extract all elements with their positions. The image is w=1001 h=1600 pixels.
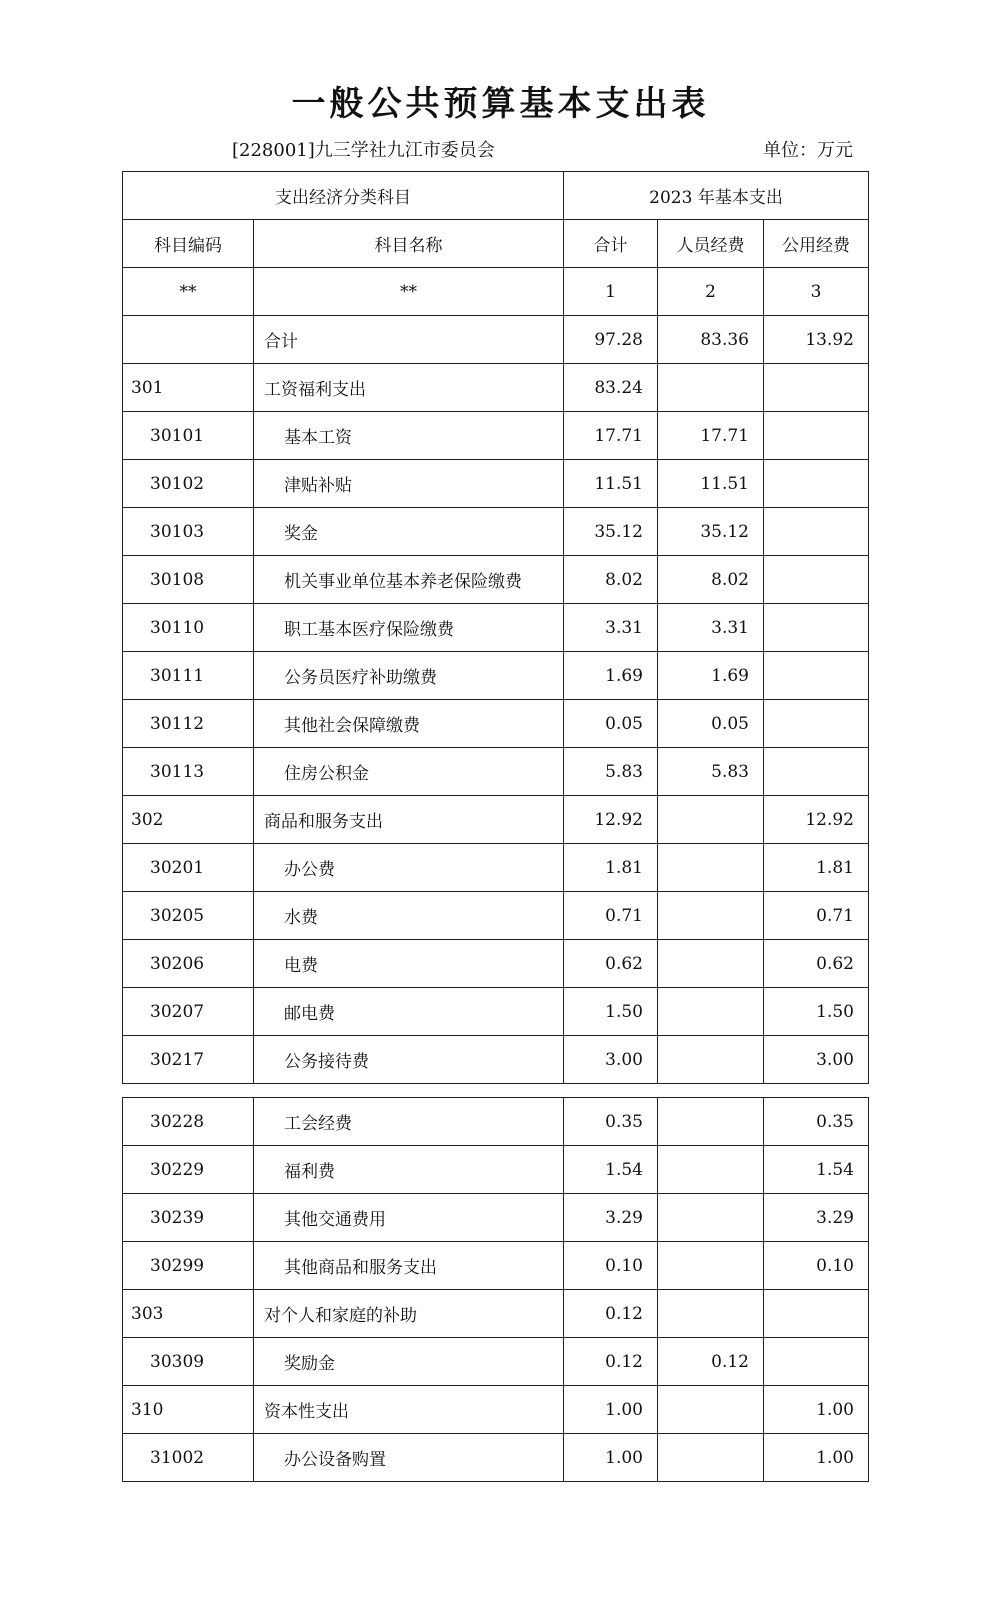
cell-public: [764, 412, 869, 460]
cell-public: 3.00: [764, 1036, 869, 1084]
cell-personnel: 3.31: [658, 604, 764, 652]
header-group-left: 支出经济分类科目: [123, 172, 564, 220]
budget-table: [122, 171, 869, 1084]
cell-total: 0.12: [564, 1338, 658, 1386]
cell-total: 1.00: [564, 1434, 658, 1482]
table-row: [123, 1242, 869, 1290]
index-personnel: 2: [658, 268, 764, 316]
header-public: 公用经费: [764, 220, 869, 268]
cell-personnel: [658, 364, 764, 412]
cell-code: 31002: [123, 1434, 254, 1482]
cell-personnel: [658, 1194, 764, 1242]
table-row: [123, 796, 869, 844]
cell-code: 30229: [123, 1146, 254, 1194]
cell-code: 303: [123, 1290, 254, 1338]
cell-code: 30205: [123, 892, 254, 940]
cell-code: 30108: [123, 556, 254, 604]
table-row: [123, 316, 869, 364]
table-row: [123, 1036, 869, 1084]
cell-name: 公务员医疗补助缴费: [254, 652, 564, 700]
index-code: **: [123, 268, 254, 316]
cell-public: [764, 652, 869, 700]
cell-name: 办公设备购置: [254, 1434, 564, 1482]
table-row: [123, 412, 869, 460]
cell-name: 奖励金: [254, 1338, 564, 1386]
cell-name: 职工基本医疗保险缴费: [254, 604, 564, 652]
table-row: [123, 652, 869, 700]
cell-public: 1.54: [764, 1146, 869, 1194]
cell-name: 电费: [254, 940, 564, 988]
cell-public: 0.62: [764, 940, 869, 988]
cell-personnel: 35.12: [658, 508, 764, 556]
cell-total: 0.35: [564, 1098, 658, 1146]
header-code: 科目编码: [123, 220, 254, 268]
cell-public: [764, 1338, 869, 1386]
cell-total: 3.29: [564, 1194, 658, 1242]
cell-public: 1.00: [764, 1386, 869, 1434]
cell-name: 办公费: [254, 844, 564, 892]
table-row: [123, 892, 869, 940]
page-title: 一般公共预算基本支出表: [291, 84, 710, 124]
table-row: [123, 1290, 869, 1338]
cell-public: [764, 556, 869, 604]
cell-personnel: [658, 940, 764, 988]
cell-personnel: [658, 844, 764, 892]
cell-public: 3.29: [764, 1194, 869, 1242]
cell-personnel: [658, 1036, 764, 1084]
table-index-row: [123, 268, 869, 316]
cell-personnel: [658, 1146, 764, 1194]
cell-personnel: [658, 1386, 764, 1434]
unit-label: 单位：万元: [763, 140, 853, 161]
cell-code: 30110: [123, 604, 254, 652]
cell-code: 30309: [123, 1338, 254, 1386]
header-personnel: 人员经费: [658, 220, 764, 268]
cell-personnel: 0.12: [658, 1338, 764, 1386]
cell-name: 奖金: [254, 508, 564, 556]
cell-personnel: [658, 1290, 764, 1338]
cell-code: 30228: [123, 1098, 254, 1146]
cell-public: 13.92: [764, 316, 869, 364]
cell-personnel: [658, 892, 764, 940]
cell-name: 工资福利支出: [254, 364, 564, 412]
cell-total: 0.05: [564, 700, 658, 748]
cell-name: 机关事业单位基本养老保险缴费: [254, 556, 564, 604]
cell-public: [764, 508, 869, 556]
budget-table-continued: [122, 1097, 869, 1482]
cell-total: 1.69: [564, 652, 658, 700]
cell-total: 0.10: [564, 1242, 658, 1290]
cell-public: [764, 364, 869, 412]
table-row: [123, 460, 869, 508]
cell-total: 1.00: [564, 1386, 658, 1434]
header-group-right: 2023 年基本支出: [564, 172, 869, 220]
header-total: 合计: [564, 220, 658, 268]
table-row: [123, 604, 869, 652]
cell-public: 0.35: [764, 1098, 869, 1146]
cell-personnel: 83.36: [658, 316, 764, 364]
cell-public: 1.00: [764, 1434, 869, 1482]
cell-personnel: 11.51: [658, 460, 764, 508]
cell-personnel: [658, 1242, 764, 1290]
table-row: [123, 700, 869, 748]
cell-code: 30201: [123, 844, 254, 892]
cell-personnel: [658, 1098, 764, 1146]
cell-public: 1.81: [764, 844, 869, 892]
cell-name: 津贴补贴: [254, 460, 564, 508]
cell-public: [764, 460, 869, 508]
cell-name: 工会经费: [254, 1098, 564, 1146]
cell-personnel: 5.83: [658, 748, 764, 796]
cell-public: 0.10: [764, 1242, 869, 1290]
cell-name: 其他商品和服务支出: [254, 1242, 564, 1290]
cell-personnel: 17.71: [658, 412, 764, 460]
cell-name: 公务接待费: [254, 1036, 564, 1084]
cell-code: 30207: [123, 988, 254, 1036]
cell-code: 30101: [123, 412, 254, 460]
cell-name: 其他交通费用: [254, 1194, 564, 1242]
cell-code: [123, 316, 254, 364]
cell-total: 17.71: [564, 412, 658, 460]
cell-name: 基本工资: [254, 412, 564, 460]
cell-name: 商品和服务支出: [254, 796, 564, 844]
cell-name: 福利费: [254, 1146, 564, 1194]
cell-public: [764, 1290, 869, 1338]
cell-public: 12.92: [764, 796, 869, 844]
cell-public: [764, 748, 869, 796]
table-row: [123, 1338, 869, 1386]
cell-code: 30217: [123, 1036, 254, 1084]
cell-total: 35.12: [564, 508, 658, 556]
cell-name: 水费: [254, 892, 564, 940]
cell-code: 30111: [123, 652, 254, 700]
cell-total: 11.51: [564, 460, 658, 508]
table-row: [123, 1146, 869, 1194]
cell-total: 3.31: [564, 604, 658, 652]
cell-total: 0.71: [564, 892, 658, 940]
cell-name: 住房公积金: [254, 748, 564, 796]
cell-code: 30299: [123, 1242, 254, 1290]
table-row: [123, 1098, 869, 1146]
cell-personnel: 0.05: [658, 700, 764, 748]
cell-total: 8.02: [564, 556, 658, 604]
cell-name: 合计: [254, 316, 564, 364]
cell-personnel: [658, 988, 764, 1036]
cell-total: 83.24: [564, 364, 658, 412]
table-row: [123, 1386, 869, 1434]
organization-label: [228001]九三学社九江市委员会: [232, 140, 495, 161]
table-row: [123, 1194, 869, 1242]
cell-code: 30206: [123, 940, 254, 988]
cell-code: 310: [123, 1386, 254, 1434]
table-row: [123, 844, 869, 892]
cell-total: 97.28: [564, 316, 658, 364]
cell-total: 1.81: [564, 844, 658, 892]
table-row: [123, 508, 869, 556]
index-public: 3: [764, 268, 869, 316]
cell-personnel: 1.69: [658, 652, 764, 700]
table-row: [123, 1434, 869, 1482]
cell-name: 邮电费: [254, 988, 564, 1036]
cell-public: 1.50: [764, 988, 869, 1036]
table-row: [123, 940, 869, 988]
cell-name: 其他社会保障缴费: [254, 700, 564, 748]
cell-code: 301: [123, 364, 254, 412]
cell-personnel: 8.02: [658, 556, 764, 604]
table-row: [123, 988, 869, 1036]
cell-name: 对个人和家庭的补助: [254, 1290, 564, 1338]
cell-total: 0.62: [564, 940, 658, 988]
table-row: [123, 364, 869, 412]
cell-code: 30112: [123, 700, 254, 748]
cell-total: 1.54: [564, 1146, 658, 1194]
cell-public: [764, 604, 869, 652]
table-header-group-row: [123, 172, 869, 220]
table-header-row: [123, 220, 869, 268]
cell-total: 12.92: [564, 796, 658, 844]
table-row: [123, 748, 869, 796]
cell-code: 30113: [123, 748, 254, 796]
cell-public: 0.71: [764, 892, 869, 940]
index-name: **: [254, 268, 564, 316]
cell-total: 0.12: [564, 1290, 658, 1338]
cell-code: 302: [123, 796, 254, 844]
cell-name: 资本性支出: [254, 1386, 564, 1434]
cell-total: 5.83: [564, 748, 658, 796]
index-total: 1: [564, 268, 658, 316]
cell-personnel: [658, 796, 764, 844]
header-name: 科目名称: [254, 220, 564, 268]
table-row: [123, 556, 869, 604]
cell-code: 30102: [123, 460, 254, 508]
cell-public: [764, 700, 869, 748]
cell-code: 30103: [123, 508, 254, 556]
cell-code: 30239: [123, 1194, 254, 1242]
cell-total: 1.50: [564, 988, 658, 1036]
cell-personnel: [658, 1434, 764, 1482]
cell-total: 3.00: [564, 1036, 658, 1084]
